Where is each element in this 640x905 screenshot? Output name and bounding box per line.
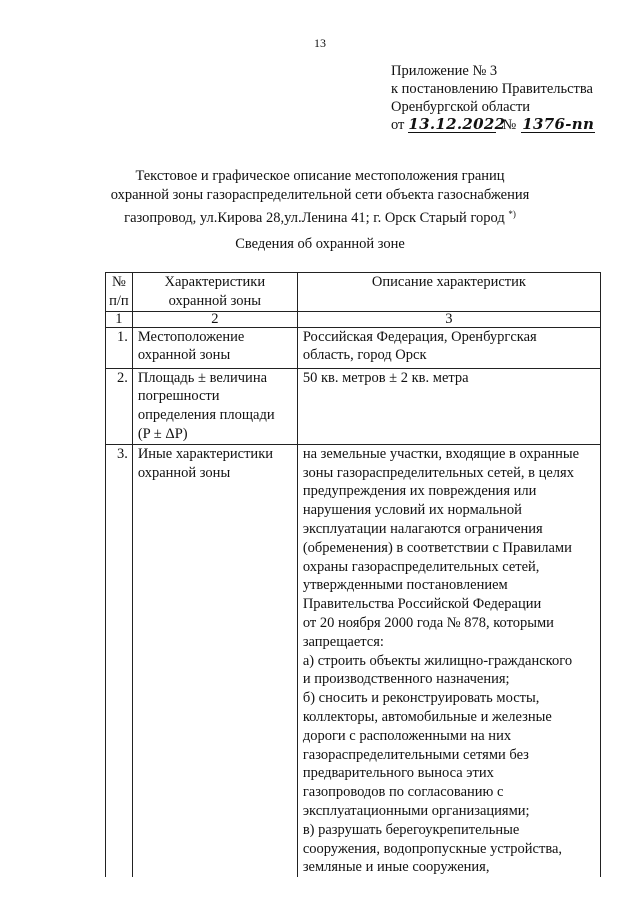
header-characteristics [132, 273, 297, 312]
row-number: 2. [106, 368, 133, 444]
handwritten-number: 1376-пп [522, 115, 595, 133]
description-line: запрещается: [302, 633, 384, 650]
row-description [297, 327, 600, 368]
row-characteristic [132, 444, 297, 877]
index-cell: 2 [132, 311, 297, 327]
page-number: 13 [314, 36, 326, 50]
row-number: 1. [106, 327, 133, 368]
characteristic-line: охранной зоны [137, 347, 231, 364]
section-subtitle: Сведения об охранной зоне [235, 236, 405, 252]
description-line: область, город Орск [302, 347, 427, 364]
table-row [106, 368, 601, 444]
row-characteristic [132, 327, 297, 368]
characteristic-line: Площадь ± величина [137, 369, 268, 386]
characteristic-line: определения площади [137, 407, 275, 424]
description-line: и производственного назначения; [302, 671, 510, 688]
description-line: сооружения, водопропускные устройства, [302, 840, 563, 857]
description-line: газораспределительными сетями без [302, 746, 529, 763]
table-index-row [106, 311, 601, 327]
description-line: от 20 ноября 2000 года № 878, которыми [302, 614, 554, 631]
description-line: коллекторы, автомобильные и железные [302, 708, 552, 725]
description-line: эксплуатации налагаются ограничения [302, 520, 543, 537]
handwritten-date: 13.12.2022 [408, 115, 506, 133]
description-line: а) строить объекты жилищно-гражданского [302, 652, 573, 669]
description-line: зоны газораспределительных сетей, в целях [302, 464, 574, 481]
description-line: Российская Федерация, Оренбургская [302, 328, 537, 345]
description-line: предварительного выноса этих [302, 765, 494, 782]
characteristic-line: погрешности [137, 388, 220, 405]
title-line-3-wrap [60, 205, 580, 228]
description-line: 50 кв. метров ± 2 кв. метра [302, 369, 469, 386]
description-line: эксплуатационными организациями; [302, 802, 530, 819]
footnote-mark: *) [508, 209, 516, 219]
description-line: земляные и иные сооружения, [302, 859, 490, 876]
description-line: Правительства Российской Федерации [302, 596, 542, 613]
description-line: на земельные участки, входящие в охранные [302, 445, 580, 462]
appendix-block [391, 62, 595, 134]
description-line: в) разрушать берегоукрепительные [302, 821, 520, 838]
title-line-3: газопровод, ул.Кирова 28,ул.Ленина 41; г. Орск Старый город [124, 210, 505, 226]
description-line: б) сносить и реконструировать мосты, [302, 690, 540, 707]
document-title [60, 167, 580, 228]
description-line: (обременения) в соответствии с Правилами [302, 539, 572, 556]
table-row [106, 327, 601, 368]
row-characteristic [132, 368, 297, 444]
description-line: нарушения условий их нормальной [302, 502, 522, 519]
row-number: 3. [106, 444, 133, 877]
title-line-1: Текстовое и графическое описание местоположения границ [135, 168, 505, 184]
number-prefix: № [502, 117, 517, 133]
description-line: предупреждения их повреждения или [302, 483, 537, 500]
row-description [297, 444, 600, 877]
protection-zone-table [105, 272, 601, 877]
header-description: Описание характеристик [297, 273, 600, 312]
header-characteristics-line-1: Характеристики [164, 274, 266, 290]
header-number [106, 273, 133, 312]
characteristic-line: (P ± ΔP) [137, 425, 188, 442]
header-number-line-1: № [111, 274, 126, 290]
header-number-line-2: п/п [109, 292, 129, 309]
characteristic-line: Иные характеристики [137, 445, 273, 462]
appendix-date-row [391, 116, 595, 134]
row-description [297, 368, 600, 444]
description-line: охраны газораспределительных сетей, [302, 558, 540, 575]
table-header-row [106, 273, 601, 312]
appendix-title: Приложение № 3 [391, 63, 498, 79]
characteristic-line: охранной зоны [137, 464, 231, 481]
appendix-line-2: к постановлению Правительства [391, 81, 593, 97]
table-row [106, 444, 601, 877]
title-line-2: охранной зоны газораспределительной сети объекта газоснабжения [110, 187, 530, 203]
index-cell: 1 [106, 311, 133, 327]
description-line: утвержденными постановлением [302, 577, 508, 594]
description-line: дороги с расположенными на них [302, 727, 512, 744]
header-characteristics-line-2: охранной зоны [168, 292, 261, 309]
appendix-line-3: Оренбургской области [391, 99, 531, 115]
date-prefix: от [391, 117, 405, 133]
characteristic-line: Местоположение [137, 328, 245, 345]
description-line: газопроводов по согласованию с [302, 784, 504, 801]
index-cell: 3 [297, 311, 600, 327]
